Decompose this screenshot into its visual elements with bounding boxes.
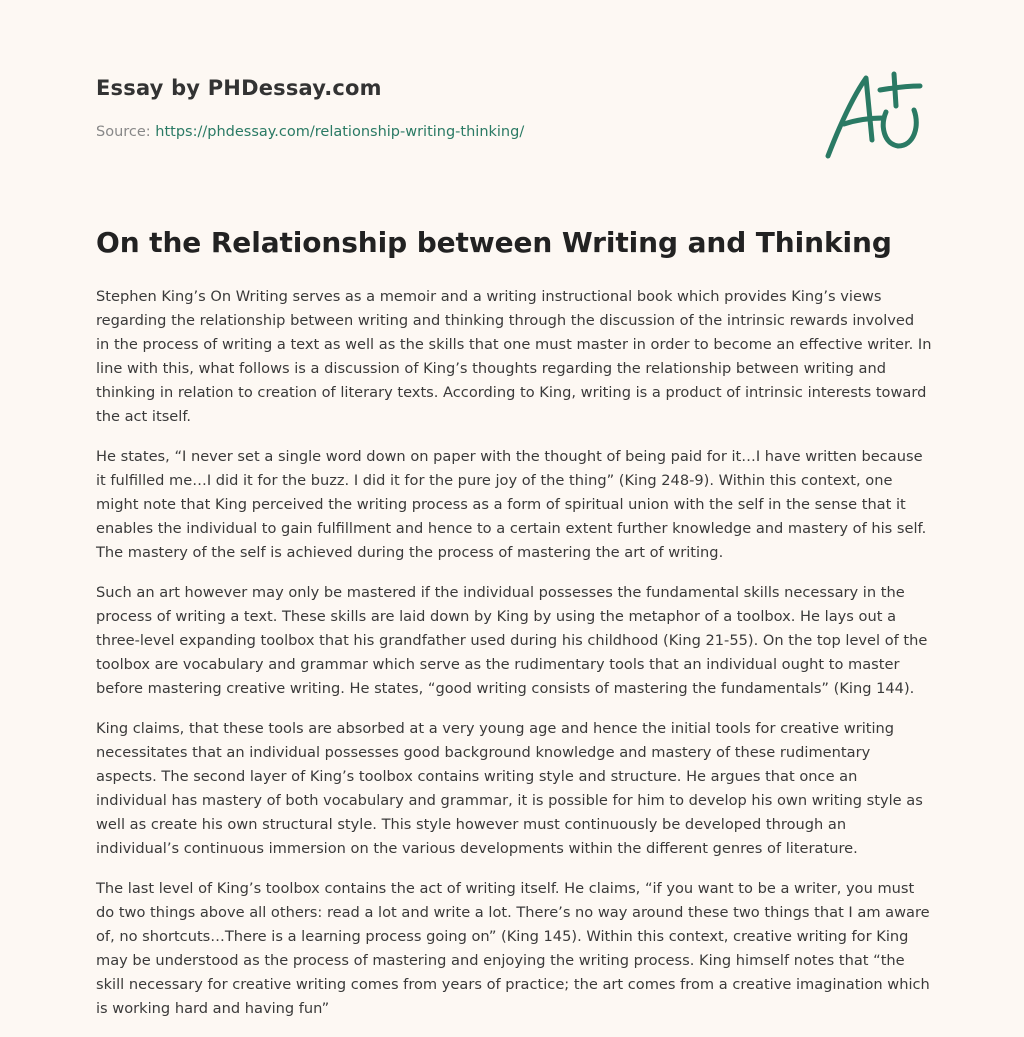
source-link[interactable]: https://phdessay.com/relationship-writing-thinking/ [155, 124, 525, 140]
source-label: Source: [96, 124, 151, 140]
essay-title: On the Relationship between Writing and Thinking [96, 226, 892, 259]
site-brand-title: Essay by PHDessay.com [96, 76, 382, 100]
a-plus-grade-logo-icon [822, 68, 926, 164]
essay-paragraph-1: Stephen King’s On Writing serves as a memoir and a writing instructional book which provides King’s views regarding the relationship between writing and thinking through the discussion of the intrinsic rewards involved in the process of writing a text as well as the skills that one must master in order to become an effective writer. In line with this, what follows is a discussion of King’s thoughts regarding the relationship between writing and thinking in relation to creation of literary texts. According to King, writing is a product of intrinsic interests toward the act itself. [96, 288, 932, 425]
essay-paragraph-3: Such an art however may only be mastered if the individual possesses the fundamental skills necessary in the process of writing a text. These skills are laid down by King by using the metaphor of a toolbox. He lays out a three-level expanding toolbox that his grandfather used during his childhood (King 21-55). On the top level of the toolbox are vocabulary and grammar which serve as the rudimentary tools that an individual ought to master before mastering creative writing. He states, “good writing consists of mastering the fundamentals” (King 144). [96, 584, 928, 697]
essay-paragraph-2: He states, “I never set a single word down on paper with the thought of being paid for it…I have written because it fulfilled me…I did it for the buzz. I did it for the pure joy of the thing” (King 248-9). Within this context, one might note that King perceived the writing process as a form of spiritual union with the self in the sense that it enables the individual to gain fulfillment and hence to a certain extent further knowledge and mastery of his self. The mastery of the self is achieved during the process of mastering the art of writing. [96, 448, 927, 561]
essay-body [96, 285, 932, 1037]
essay-paragraph-5: The last level of King’s toolbox contains the act of writing itself. He claims, “if you want to be a writer, you must do two things above all others: read a lot and write a lot. There’s no way around these two things that I am aware of, no shortcuts…There is a learning process going on” (King 145). Within this context, creative writing for King may be understood as the process of mastering and enjoying the writing process. King himself notes that “the skill necessary for creative writing comes from years of practice; the art comes from a creative imagination which is working hard and having fun” [96, 880, 930, 1017]
source-line [96, 124, 524, 140]
essay-paragraph-4: King claims, that these tools are absorbed at a very young age and hence the initial tools for creative writing necessitates that an individual possesses good background knowledge and mastery of these rudimentary aspects. The second layer of King’s toolbox contains writing style and structure. He argues that once an individual has mastery of both vocabulary and grammar, it is possible for him to develop his own writing style as well as create his own structural style. This style however must continuously be developed through an individual’s continuous immersion on the various developments within the different genres of literature. [96, 720, 923, 857]
